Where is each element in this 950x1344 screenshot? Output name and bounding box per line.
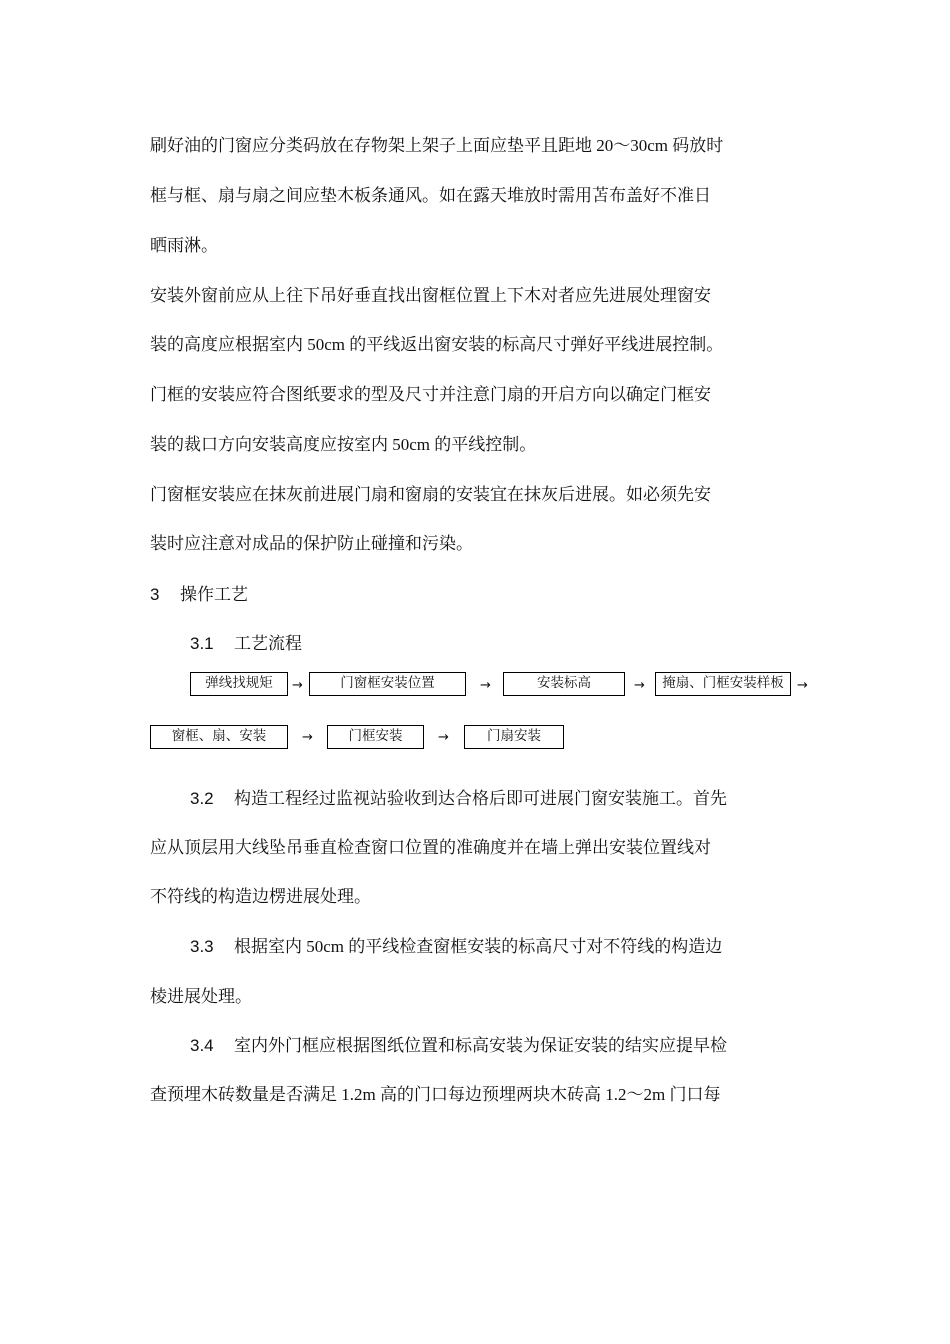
paragraph-line: 装时应注意对成品的保护防止碰撞和污染。 (150, 534, 473, 553)
subsection-line (190, 788, 727, 810)
paragraph-line: 查预埋木砖数量是否满足 1.2m 高的门口每边预埋两块木砖高 1.2～2m 门口每 (150, 1085, 721, 1104)
flow-step-box: 窗框、扇、安装 (150, 725, 288, 749)
subsection-number: 3.1 (190, 634, 214, 653)
paragraph-line: 装的裁口方向安装高度应按室内 50cm 的平线控制。 (150, 435, 537, 454)
flow-step-box: 门窗框安装位置 (309, 672, 466, 696)
paragraph-line: 门窗框安装应在抹灰前进展门扇和窗扇的安装宜在抹灰后进展。如必须先安 (150, 485, 711, 504)
paragraph-line: 装的高度应根据室内 50cm 的平线返出窗安装的标高尺寸弹好平线进展控制。 (150, 335, 724, 354)
subsection-text: 根据室内 50cm 的平线检查窗框安装的标高尺寸对不符线的构造边 (234, 937, 723, 956)
paragraph-line: 框与框、扇与扇之间应垫木板条通风。如在露天堆放时需用苫布盖好不准日 (150, 186, 711, 205)
paragraph-line: 棱进展处理。 (150, 987, 252, 1006)
flow-step-box: 弹线找规矩 (190, 672, 288, 696)
flow-arrow: → (634, 678, 645, 693)
subsection-number: 3.2 (190, 789, 214, 808)
flow-step-box: 安装标高 (503, 672, 625, 696)
subsection-line (190, 936, 722, 958)
flow-arrow: → (480, 678, 491, 693)
paragraph-line: 不符线的构造边楞进展处理。 (150, 887, 371, 906)
subsection-number: 3.4 (190, 1036, 214, 1055)
subsection-number: 3.3 (190, 937, 214, 956)
paragraph-line: 晒雨淋。 (150, 236, 218, 255)
subsection-text: 室内外门框应根据图纸位置和标高安装为保证安装的结实应提早检 (234, 1036, 727, 1055)
flow-step-box: 门扇安装 (464, 725, 564, 749)
paragraph-line: 门框的安装应符合图纸要求的型及尺寸并注意门扇的开启方向以确定门框安 (150, 385, 711, 404)
subsection-title: 工艺流程 (234, 634, 302, 653)
flow-arrow: → (438, 730, 449, 745)
flow-arrow: → (302, 730, 313, 745)
section-title: 操作工艺 (180, 585, 248, 604)
subsection-text: 构造工程经过监视站验收到达合格后即可进展门窗安装施工。首先 (234, 789, 727, 808)
paragraph-line: 刷好油的门窗应分类码放在存物架上架子上面应垫平且距地 20～30cm 码放时 (150, 136, 724, 155)
section-heading (150, 584, 248, 606)
subsection-heading (190, 633, 302, 655)
paragraph-line: 安装外窗前应从上往下吊好垂直找出窗框位置上下木对者应先进展处理窗安 (150, 286, 711, 305)
paragraph-line: 应从顶层用大线坠吊垂直检查窗口位置的准确度并在墙上弹出安装位置线对 (150, 838, 711, 857)
subsection-line (190, 1035, 727, 1057)
flow-step-box: 掩扇、门框安装样板 (655, 672, 791, 696)
flow-step-box: 门框安装 (327, 725, 424, 749)
section-number: 3 (150, 585, 160, 604)
flow-arrow: → (797, 678, 808, 693)
flow-arrow: → (292, 678, 303, 693)
